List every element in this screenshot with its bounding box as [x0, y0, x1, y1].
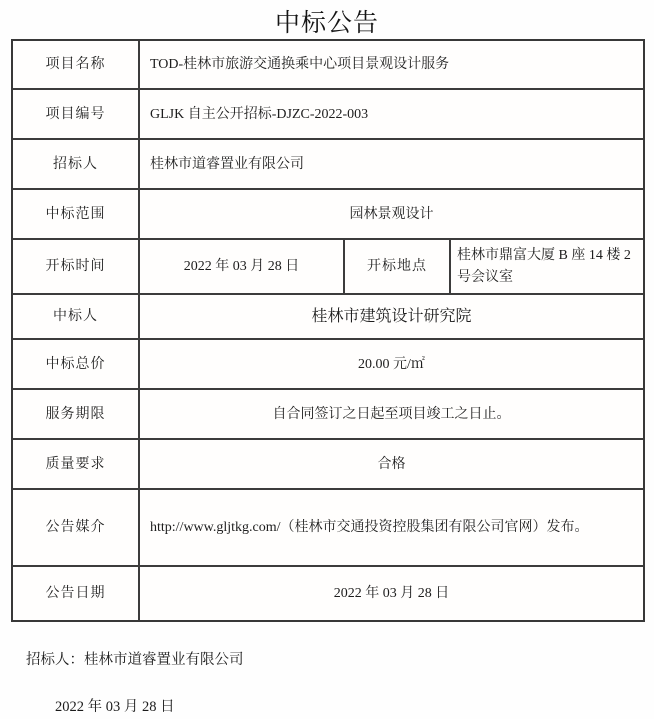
row-label: 中标人 — [13, 295, 140, 338]
footer-date-line: 2022 年 03 月 28 日 — [55, 699, 175, 715]
row-value: 2022 年 03 月 28 日 — [333, 586, 450, 601]
table-row-award-scope — [13, 188, 643, 238]
row-label: 项目名称 — [13, 41, 140, 88]
table-row-opening-time-place — [13, 238, 643, 293]
row-label: 开标时间 — [13, 240, 140, 293]
award-info-table — [11, 39, 645, 622]
row-label: 服务期限 — [13, 390, 140, 438]
footer-bidder-line: 招标人：桂林市道睿置业有限公司 — [26, 652, 244, 668]
page-title: 中标公告 — [274, 10, 379, 37]
row-label: 公告日期 — [13, 567, 140, 620]
row-value: 20.00 元/㎡ — [358, 356, 425, 372]
row-value: 园林景观设计 — [349, 206, 434, 222]
row-value: 自合同签订之日起至项目竣工之日止。 — [272, 406, 511, 422]
row-label: 项目编号 — [13, 90, 140, 138]
table-row-service-period — [13, 388, 643, 438]
row-label: 招标人 — [13, 140, 140, 188]
row-value: 合格 — [377, 456, 406, 472]
row-label: 中标范围 — [13, 190, 140, 238]
row-label-opening-place: 开标地点 — [345, 240, 451, 293]
table-row-winner — [13, 293, 643, 338]
row-value: TOD-桂林市旅游交通换乘中心项目景观设计服务 — [150, 57, 450, 72]
row-value: 桂林市道睿置业有限公司 — [150, 156, 304, 172]
row-value-opening-place: 桂林市鼎富大厦 B 座 14 楼 2 号会议室 — [457, 247, 631, 285]
table-row-quality-requirement — [13, 438, 643, 488]
row-value: http://www.gljtkg.com/（桂林市交通投资控股集团有限公司官网）发布。 — [150, 520, 589, 535]
table-row-tenderer — [13, 138, 643, 188]
row-label: 公告媒介 — [13, 490, 140, 565]
table-row-award-price — [13, 338, 643, 388]
table-row-announcement-media — [13, 488, 643, 565]
row-value: GLJK 自主公开招标-DJZC-2022-003 — [150, 106, 369, 122]
row-label: 中标总价 — [13, 340, 140, 388]
row-value: 桂林市建筑设计研究院 — [311, 307, 472, 325]
table-row-announcement-date — [13, 565, 643, 620]
table-row-project-number — [13, 88, 643, 138]
row-label: 质量要求 — [13, 440, 140, 488]
table-row-project-name — [13, 41, 643, 88]
row-value-opening-time: 2022 年 03 月 28 日 — [140, 240, 345, 293]
